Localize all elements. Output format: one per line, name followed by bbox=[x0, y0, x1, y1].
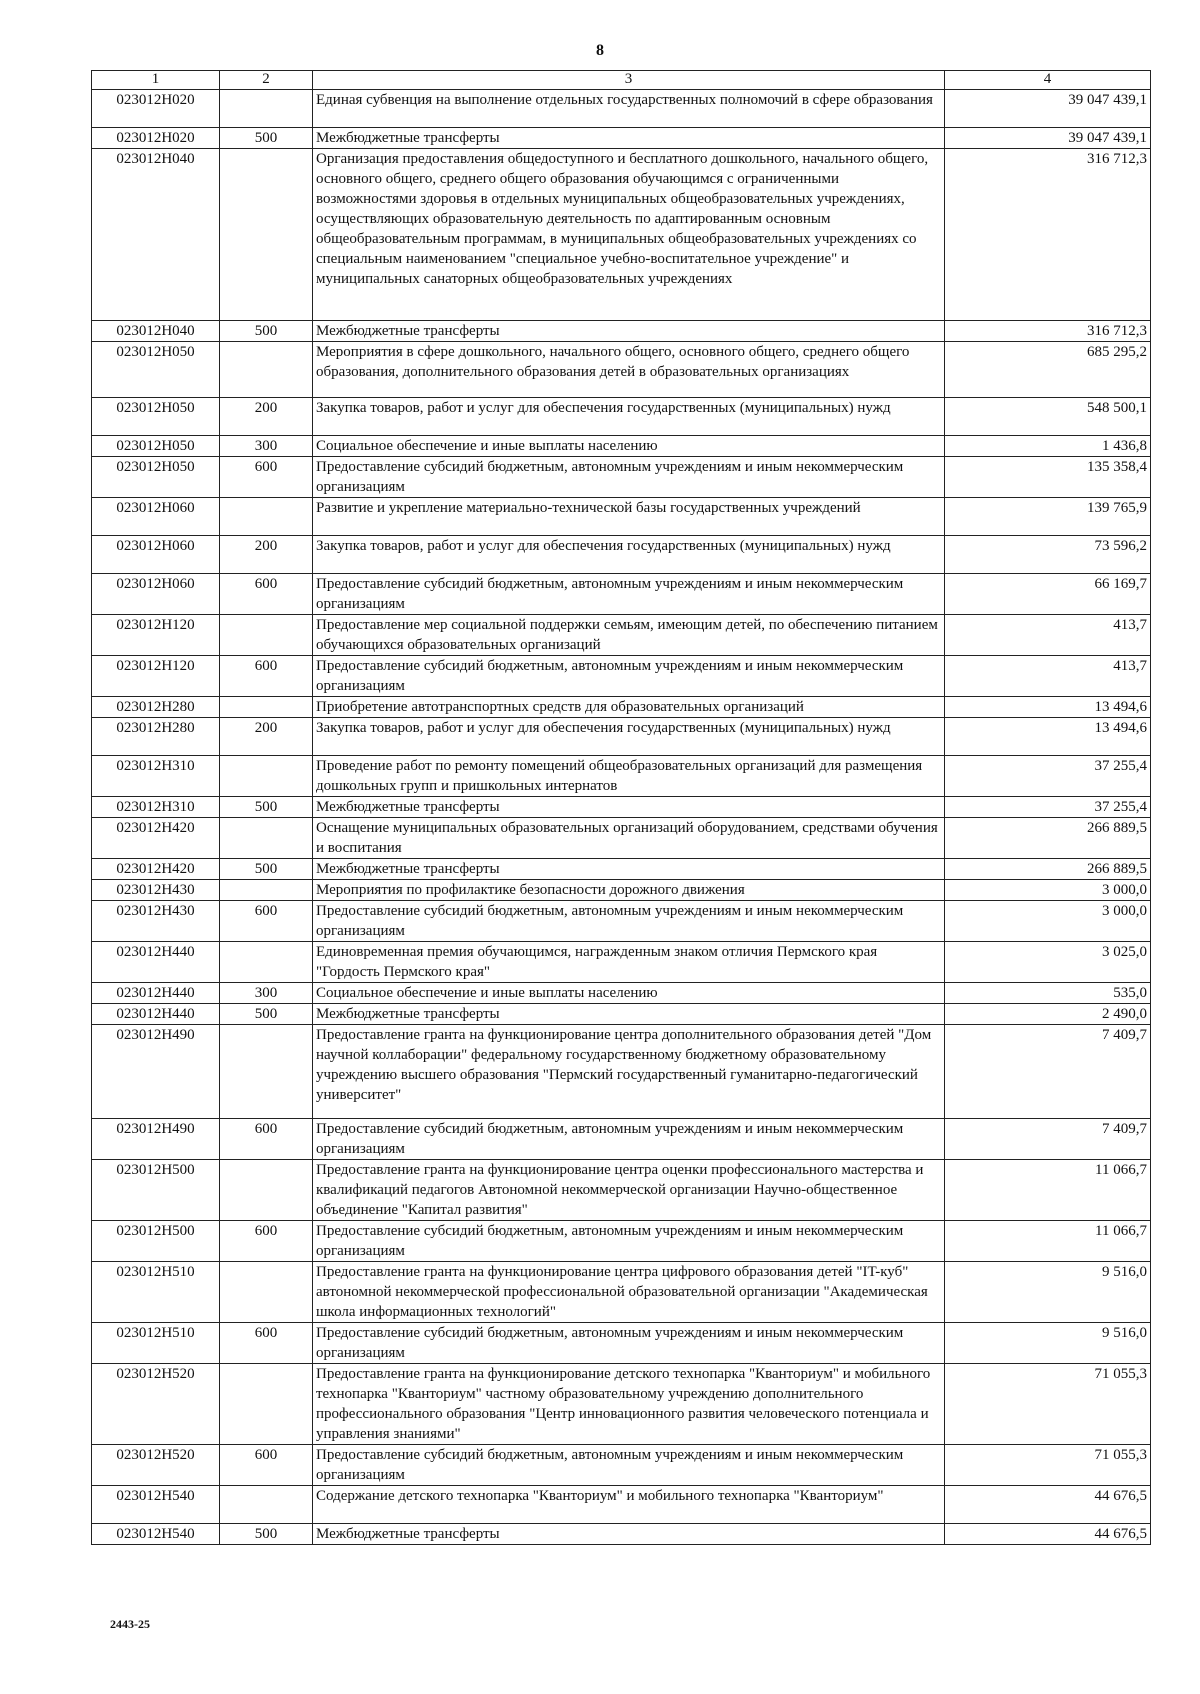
table-row bbox=[92, 901, 1151, 942]
table-row bbox=[92, 818, 1151, 859]
row-category: 600 bbox=[220, 1445, 313, 1486]
row-category: 500 bbox=[220, 797, 313, 818]
row-amount: 316 712,3 bbox=[945, 321, 1151, 342]
row-amount: 71 055,3 bbox=[945, 1445, 1151, 1486]
row-category: 600 bbox=[220, 1323, 313, 1364]
table-row bbox=[92, 536, 1151, 574]
row-code: 023012Н540 bbox=[92, 1524, 220, 1545]
row-description: Предоставление субсидий бюджетным, автономным учреждениям и иным некоммерческим организациям bbox=[313, 656, 945, 697]
row-category: 600 bbox=[220, 1221, 313, 1262]
row-amount: 139 765,9 bbox=[945, 498, 1151, 536]
row-amount: 3 025,0 bbox=[945, 942, 1151, 983]
table-row bbox=[92, 1524, 1151, 1545]
table-row bbox=[92, 342, 1151, 398]
row-description: Развитие и укрепление материально-технической базы государственных учреждений bbox=[313, 498, 945, 536]
row-amount: 9 516,0 bbox=[945, 1323, 1151, 1364]
row-amount: 413,7 bbox=[945, 615, 1151, 656]
table-row bbox=[92, 1486, 1151, 1524]
row-amount: 2 490,0 bbox=[945, 1004, 1151, 1025]
table-row bbox=[92, 859, 1151, 880]
page-number: 8 bbox=[596, 42, 604, 59]
row-code: 023012Н500 bbox=[92, 1221, 220, 1262]
table-row bbox=[92, 983, 1151, 1004]
table-row bbox=[92, 457, 1151, 498]
table-body bbox=[92, 90, 1151, 1545]
row-category: 200 bbox=[220, 398, 313, 436]
row-amount: 37 255,4 bbox=[945, 797, 1151, 818]
table-row bbox=[92, 574, 1151, 615]
row-amount: 11 066,7 bbox=[945, 1221, 1151, 1262]
row-description: Предоставление мер социальной поддержки семьям, имеющим детей, по обеспечению питанием обучающихся образовательных организаций bbox=[313, 615, 945, 656]
table-row bbox=[92, 1025, 1151, 1119]
row-description: Предоставление гранта на функционирование центра дополнительного образования детей "Дом научной коллаборации" федеральному государственному бюджетному образовательному учреждению высшего образования "Пермский государственный гуманитарно-педагогический университет" bbox=[313, 1025, 945, 1119]
row-category bbox=[220, 615, 313, 656]
table-row bbox=[92, 880, 1151, 901]
row-amount: 73 596,2 bbox=[945, 536, 1151, 574]
row-code: 023012Н020 bbox=[92, 128, 220, 149]
row-amount: 7 409,7 bbox=[945, 1119, 1151, 1160]
row-code: 023012Н050 bbox=[92, 342, 220, 398]
row-code: 023012Н120 bbox=[92, 615, 220, 656]
row-category: 600 bbox=[220, 1119, 313, 1160]
row-description: Предоставление субсидий бюджетным, автономным учреждениям и иным некоммерческим организациям bbox=[313, 901, 945, 942]
row-code: 023012Н440 bbox=[92, 1004, 220, 1025]
row-amount: 266 889,5 bbox=[945, 818, 1151, 859]
row-category bbox=[220, 1486, 313, 1524]
row-amount: 37 255,4 bbox=[945, 756, 1151, 797]
row-description: Предоставление субсидий бюджетным, автономным учреждениям и иным некоммерческим организациям bbox=[313, 1323, 945, 1364]
row-amount: 11 066,7 bbox=[945, 1160, 1151, 1221]
row-amount: 44 676,5 bbox=[945, 1486, 1151, 1524]
row-category: 600 bbox=[220, 901, 313, 942]
row-amount: 1 436,8 bbox=[945, 436, 1151, 457]
row-category bbox=[220, 1025, 313, 1119]
row-code: 023012Н310 bbox=[92, 797, 220, 818]
row-code: 023012Н050 bbox=[92, 398, 220, 436]
table-row bbox=[92, 398, 1151, 436]
row-amount: 13 494,6 bbox=[945, 718, 1151, 756]
row-code: 023012Н440 bbox=[92, 942, 220, 983]
table-row bbox=[92, 1160, 1151, 1221]
row-amount: 71 055,3 bbox=[945, 1364, 1151, 1445]
row-amount: 316 712,3 bbox=[945, 149, 1151, 321]
table-row bbox=[92, 756, 1151, 797]
row-amount: 135 358,4 bbox=[945, 457, 1151, 498]
row-code: 023012Н060 bbox=[92, 498, 220, 536]
row-code: 023012Н510 bbox=[92, 1323, 220, 1364]
row-description: Предоставление гранта на функционирование детского технопарка "Кванториум" и мобильного технопарка "Кванториум" частному образовательному учреждению дополнительного профессионального образования "Центр инновационного развития человеческого потенциала и управления знаниями" bbox=[313, 1364, 945, 1445]
table-row bbox=[92, 942, 1151, 983]
row-code: 023012Н520 bbox=[92, 1445, 220, 1486]
row-category: 200 bbox=[220, 536, 313, 574]
row-code: 023012Н500 bbox=[92, 1160, 220, 1221]
row-category bbox=[220, 1160, 313, 1221]
row-description: Единовременная премия обучающимся, награжденным знаком отличия Пермского края "Гордость Пермского края" bbox=[313, 942, 945, 983]
row-code: 023012Н490 bbox=[92, 1025, 220, 1119]
column-header-1: 1 bbox=[92, 71, 220, 90]
table-row bbox=[92, 90, 1151, 128]
row-amount: 266 889,5 bbox=[945, 859, 1151, 880]
row-description: Предоставление субсидий бюджетным, автономным учреждениям и иным некоммерческим организациям bbox=[313, 1221, 945, 1262]
table-row bbox=[92, 1119, 1151, 1160]
row-description: Предоставление гранта на функционирование центра оценки профессионального мастерства и квалификаций педагогов Автономной некоммерческой организации Научно-общественное объединение "Капитал развития" bbox=[313, 1160, 945, 1221]
row-category bbox=[220, 90, 313, 128]
row-category: 300 bbox=[220, 983, 313, 1004]
row-code: 023012Н040 bbox=[92, 321, 220, 342]
row-description: Предоставление субсидий бюджетным, автономным учреждениям и иным некоммерческим организациям bbox=[313, 1445, 945, 1486]
column-header-4: 4 bbox=[945, 71, 1151, 90]
row-description: Содержание детского технопарка "Кванториум" и мобильного технопарка "Кванториум" bbox=[313, 1486, 945, 1524]
table-row bbox=[92, 1004, 1151, 1025]
row-description: Мероприятия по профилактике безопасности дорожного движения bbox=[313, 880, 945, 901]
row-category: 500 bbox=[220, 859, 313, 880]
row-description: Межбюджетные трансферты bbox=[313, 1004, 945, 1025]
row-category bbox=[220, 697, 313, 718]
row-code: 023012Н120 bbox=[92, 656, 220, 697]
table-row bbox=[92, 128, 1151, 149]
row-code: 023012Н490 bbox=[92, 1119, 220, 1160]
row-category: 300 bbox=[220, 436, 313, 457]
row-code: 023012Н050 bbox=[92, 436, 220, 457]
row-category: 500 bbox=[220, 1004, 313, 1025]
row-amount: 66 169,7 bbox=[945, 574, 1151, 615]
row-code: 023012Н440 bbox=[92, 983, 220, 1004]
row-amount: 548 500,1 bbox=[945, 398, 1151, 436]
table-row bbox=[92, 718, 1151, 756]
row-description: Закупка товаров, работ и услуг для обеспечения государственных (муниципальных) нужд bbox=[313, 398, 945, 436]
row-category bbox=[220, 149, 313, 321]
row-amount: 13 494,6 bbox=[945, 697, 1151, 718]
row-code: 023012Н430 bbox=[92, 901, 220, 942]
row-amount: 3 000,0 bbox=[945, 880, 1151, 901]
row-category bbox=[220, 1364, 313, 1445]
table-row bbox=[92, 797, 1151, 818]
table-row bbox=[92, 656, 1151, 697]
row-category: 200 bbox=[220, 718, 313, 756]
row-code: 023012Н310 bbox=[92, 756, 220, 797]
row-code: 023012Н060 bbox=[92, 536, 220, 574]
row-description: Оснащение муниципальных образовательных организаций оборудованием, средствами обучения и воспитания bbox=[313, 818, 945, 859]
row-code: 023012Н540 bbox=[92, 1486, 220, 1524]
row-description: Организация предоставления общедоступного и бесплатного дошкольного, начального общего, основного общего, среднего общего образования обучающимся с ограниченными возможностями здоровья в отдельных муниципальных общеобразовательных учреждениях, осуществляющих образовательную деятельность по адаптированным основным общеобразовательным программам, в муниципальных общеобразовательных учреждениях со специальным наименованием "специальное учебно-воспитательное учреждение" и муниципальных санаторных общеобразовательных учреждениях bbox=[313, 149, 945, 321]
row-description: Закупка товаров, работ и услуг для обеспечения государственных (муниципальных) нужд bbox=[313, 718, 945, 756]
table-header-row bbox=[92, 71, 1151, 90]
row-description: Межбюджетные трансферты bbox=[313, 797, 945, 818]
row-description: Мероприятия в сфере дошкольного, начального общего, основного общего, среднего общего образования, дополнительного образования детей в образовательных организациях bbox=[313, 342, 945, 398]
row-description: Закупка товаров, работ и услуг для обеспечения государственных (муниципальных) нужд bbox=[313, 536, 945, 574]
table-row bbox=[92, 149, 1151, 321]
row-code: 023012Н040 bbox=[92, 149, 220, 321]
row-category: 600 bbox=[220, 656, 313, 697]
row-amount: 3 000,0 bbox=[945, 901, 1151, 942]
table-row bbox=[92, 1221, 1151, 1262]
row-category: 500 bbox=[220, 321, 313, 342]
row-code: 023012Н420 bbox=[92, 818, 220, 859]
row-description: Единая субвенция на выполнение отдельных государственных полномочий в сфере образования bbox=[313, 90, 945, 128]
row-amount: 7 409,7 bbox=[945, 1025, 1151, 1119]
row-category: 500 bbox=[220, 1524, 313, 1545]
column-header-3: 3 bbox=[313, 71, 945, 90]
table-row bbox=[92, 1445, 1151, 1486]
row-code: 023012Н510 bbox=[92, 1262, 220, 1323]
row-category bbox=[220, 880, 313, 901]
row-description: Предоставление гранта на функционирование центра цифрового образования детей "IT-куб" автономной некоммерческой профессиональной образовательной организации "Академическая школа информационных технологий" bbox=[313, 1262, 945, 1323]
row-description: Межбюджетные трансферты bbox=[313, 1524, 945, 1545]
document-code: 2443-25 bbox=[110, 1617, 150, 1631]
row-category bbox=[220, 756, 313, 797]
row-code: 023012Н280 bbox=[92, 718, 220, 756]
row-amount: 685 295,2 bbox=[945, 342, 1151, 398]
row-category bbox=[220, 942, 313, 983]
row-description: Межбюджетные трансферты bbox=[313, 321, 945, 342]
row-code: 023012Н520 bbox=[92, 1364, 220, 1445]
row-description: Предоставление субсидий бюджетным, автономным учреждениям и иным некоммерческим организациям bbox=[313, 1119, 945, 1160]
row-code: 023012Н060 bbox=[92, 574, 220, 615]
table-row bbox=[92, 321, 1151, 342]
row-description: Проведение работ по ремонту помещений общеобразовательных организаций для размещения дошкольных групп и пришкольных интернатов bbox=[313, 756, 945, 797]
row-category: 600 bbox=[220, 574, 313, 615]
row-description: Приобретение автотранспортных средств для образовательных организаций bbox=[313, 697, 945, 718]
row-amount: 9 516,0 bbox=[945, 1262, 1151, 1323]
row-description: Межбюджетные трансферты bbox=[313, 859, 945, 880]
row-description: Межбюджетные трансферты bbox=[313, 128, 945, 149]
row-code: 023012Н050 bbox=[92, 457, 220, 498]
row-description: Социальное обеспечение и иные выплаты населению bbox=[313, 436, 945, 457]
row-category: 500 bbox=[220, 128, 313, 149]
row-amount: 44 676,5 bbox=[945, 1524, 1151, 1545]
row-category bbox=[220, 342, 313, 398]
table-row bbox=[92, 697, 1151, 718]
row-description: Предоставление субсидий бюджетным, автономным учреждениям и иным некоммерческим организациям bbox=[313, 574, 945, 615]
row-code: 023012Н020 bbox=[92, 90, 220, 128]
table-row bbox=[92, 436, 1151, 457]
row-amount: 535,0 bbox=[945, 983, 1151, 1004]
budget-table bbox=[91, 70, 1151, 1545]
row-amount: 39 047 439,1 bbox=[945, 128, 1151, 149]
table-row bbox=[92, 1323, 1151, 1364]
row-description: Предоставление субсидий бюджетным, автономным учреждениям и иным некоммерческим организациям bbox=[313, 457, 945, 498]
table-row bbox=[92, 1364, 1151, 1445]
row-amount: 413,7 bbox=[945, 656, 1151, 697]
table-row bbox=[92, 498, 1151, 536]
row-code: 023012Н430 bbox=[92, 880, 220, 901]
row-description: Социальное обеспечение и иные выплаты населению bbox=[313, 983, 945, 1004]
row-code: 023012Н420 bbox=[92, 859, 220, 880]
row-category bbox=[220, 498, 313, 536]
row-category: 600 bbox=[220, 457, 313, 498]
column-header-2: 2 bbox=[220, 71, 313, 90]
row-category bbox=[220, 818, 313, 859]
table-row bbox=[92, 615, 1151, 656]
row-amount: 39 047 439,1 bbox=[945, 90, 1151, 128]
row-category bbox=[220, 1262, 313, 1323]
row-code: 023012Н280 bbox=[92, 697, 220, 718]
table-row bbox=[92, 1262, 1151, 1323]
